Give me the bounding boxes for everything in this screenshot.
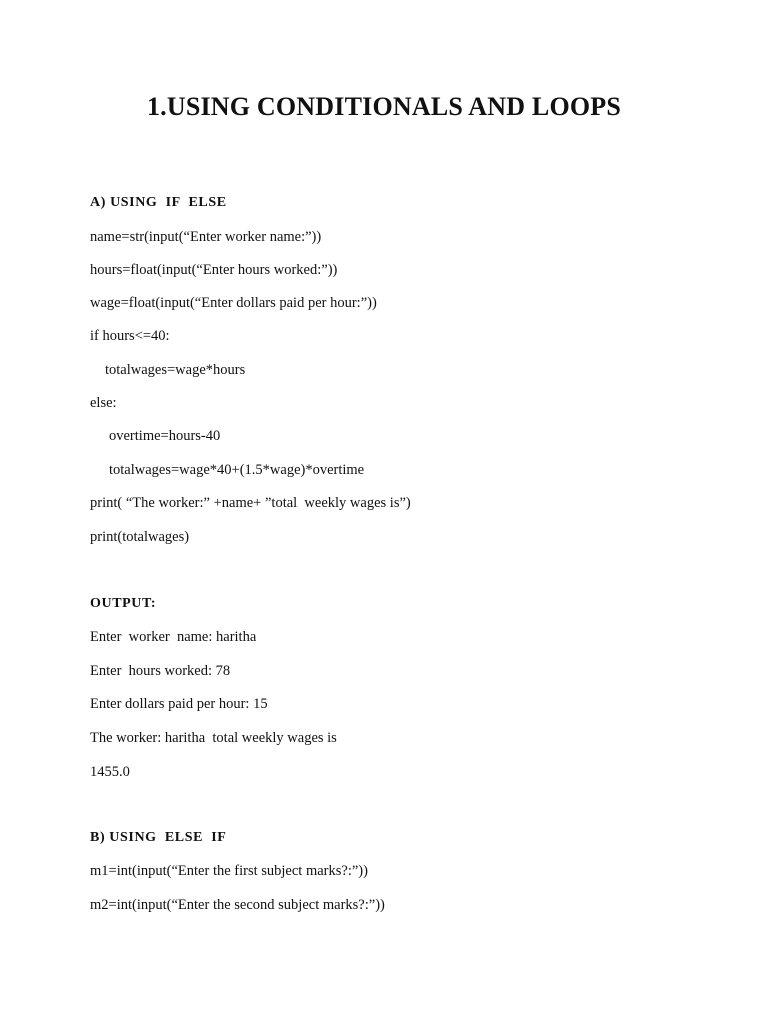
output-line: Enter hours worked: 78: [90, 663, 231, 679]
code-line: name=str(input(“Enter worker name:”)): [90, 229, 322, 245]
section-b-heading: B) USING ELSE IF: [90, 830, 227, 845]
code-line: else:: [90, 395, 117, 411]
code-line: print(totalwages): [90, 529, 190, 545]
code-line: overtime=hours-40: [109, 428, 221, 444]
code-line: hours=float(input(“Enter hours worked:”)): [90, 262, 338, 278]
code-line: print( “The worker:” +name+ ”total weekly wages is”): [90, 495, 411, 511]
code-line: m2=int(input(“Enter the second subject marks?:”)): [90, 897, 385, 913]
output-line: 1455.0: [90, 764, 130, 780]
output-line: Enter worker name: haritha: [90, 629, 257, 645]
code-line: totalwages=wage*hours: [105, 362, 246, 378]
output-heading: OUTPUT:: [90, 596, 157, 611]
output-line: The worker: haritha total weekly wages is: [90, 730, 337, 746]
code-line: if hours<=40:: [90, 328, 170, 344]
code-line: totalwages=wage*40+(1.5*wage)*overtime: [109, 462, 365, 478]
code-line: m1=int(input(“Enter the first subject marks?:”)): [90, 863, 368, 879]
document-title: 1.USING CONDITIONALS AND LOOPS: [146, 92, 622, 121]
output-line: Enter dollars paid per hour: 15: [90, 696, 268, 712]
code-line: wage=float(input(“Enter dollars paid per hour:”)): [90, 295, 377, 311]
section-a-heading: A) USING IF ELSE: [90, 195, 227, 210]
